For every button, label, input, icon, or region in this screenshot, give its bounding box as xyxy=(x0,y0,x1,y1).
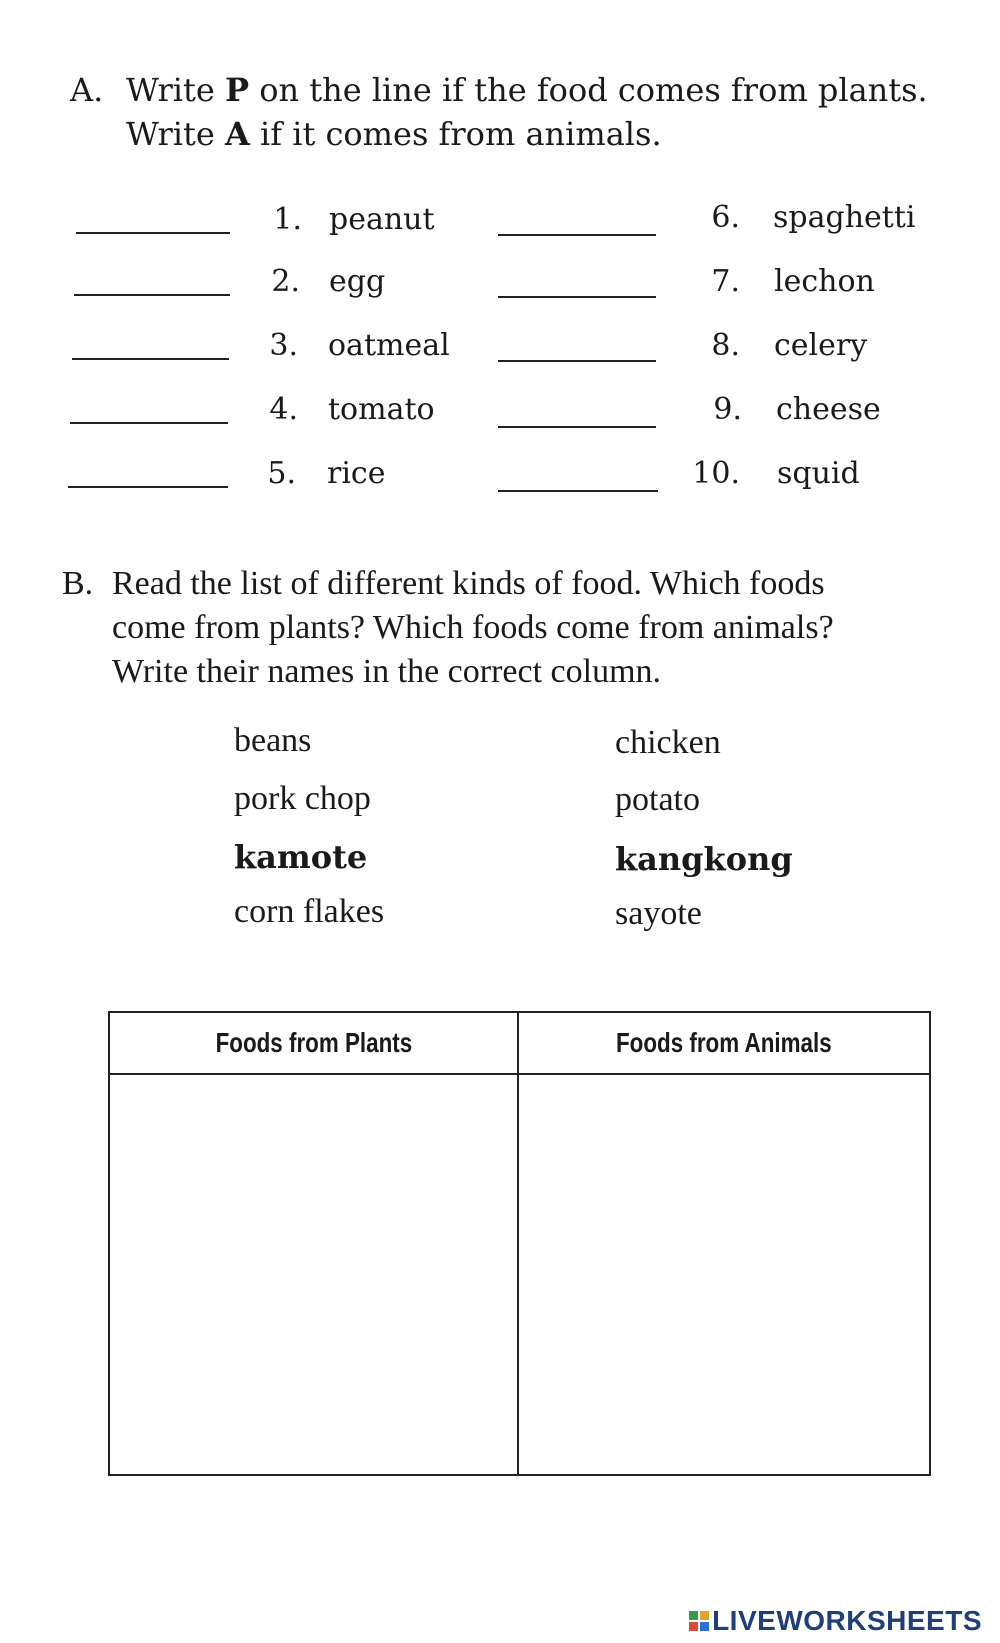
question-number: 8. xyxy=(711,328,740,363)
question-row xyxy=(480,454,980,514)
question-row xyxy=(480,326,980,386)
part-b-instruction xyxy=(62,562,942,702)
sorting-table xyxy=(108,1011,931,1476)
question-word: spaghetti xyxy=(773,200,916,235)
word-list-item: potato xyxy=(615,781,700,818)
question-number: 9. xyxy=(713,392,742,427)
question-row xyxy=(480,262,980,322)
part-a-letter: A. xyxy=(70,71,104,109)
answer-blank[interactable] xyxy=(76,232,230,234)
word-list-item: kangkong xyxy=(615,840,793,878)
word-list-item: pork chop xyxy=(234,780,371,817)
question-word: peanut xyxy=(329,202,435,237)
word-list-item: kamote xyxy=(234,838,368,876)
answer-blank[interactable] xyxy=(498,296,656,298)
question-number: 5. xyxy=(267,456,296,491)
plants-answer-cell[interactable] xyxy=(109,1074,518,1475)
question-number: 3. xyxy=(269,328,298,363)
question-row xyxy=(0,200,500,260)
brand-name: LIVEWORKSHEETS xyxy=(712,1605,982,1636)
question-number: 2. xyxy=(271,264,300,299)
question-word: lechon xyxy=(774,264,875,299)
part-b-letter: B. xyxy=(62,565,94,602)
liveworksheets-logo xyxy=(688,1605,982,1637)
answer-blank[interactable] xyxy=(498,490,658,492)
question-word: oatmeal xyxy=(328,328,450,363)
question-number: 7. xyxy=(711,264,740,299)
question-row xyxy=(0,454,500,514)
part-a-text: Write P on the line if the food comes from plants. Write A if it comes from animals. xyxy=(126,71,928,153)
word-list-item: corn flakes xyxy=(234,893,385,930)
question-number: 4. xyxy=(269,392,298,427)
word-list-item: beans xyxy=(234,722,312,759)
question-row xyxy=(480,390,980,450)
word-list-item: sayote xyxy=(615,895,702,932)
answer-blank[interactable] xyxy=(74,294,230,296)
column-header-plants: Foods from Plants xyxy=(109,1012,518,1074)
part-a-instruction xyxy=(70,68,970,158)
question-row xyxy=(0,326,500,386)
question-number: 6. xyxy=(711,200,740,235)
answer-blank[interactable] xyxy=(68,486,228,488)
answer-blank[interactable] xyxy=(70,422,228,424)
liveworksheets-icon xyxy=(688,1610,710,1632)
column-header-animals: Foods from Animals xyxy=(518,1012,930,1074)
question-number: 10. xyxy=(692,456,740,491)
answer-blank[interactable] xyxy=(498,360,656,362)
question-word: egg xyxy=(329,264,386,299)
question-word: tomato xyxy=(328,392,435,427)
question-word: squid xyxy=(777,456,860,491)
part-b-text: Read the list of different kinds of food. Which foods come from plants? Which foods come from animals? Write their names in the correct column. xyxy=(112,565,834,690)
animals-answer-cell[interactable] xyxy=(518,1074,930,1475)
word-list-item: chicken xyxy=(615,724,721,761)
answer-blank[interactable] xyxy=(498,234,656,236)
question-row xyxy=(480,198,980,258)
answer-blank[interactable] xyxy=(498,426,656,428)
question-word: celery xyxy=(774,328,868,363)
question-row xyxy=(0,390,500,450)
answer-blank[interactable] xyxy=(72,358,229,360)
question-word: cheese xyxy=(776,392,881,427)
question-number: 1. xyxy=(273,202,302,237)
question-word: rice xyxy=(327,456,386,491)
question-row xyxy=(0,262,500,322)
